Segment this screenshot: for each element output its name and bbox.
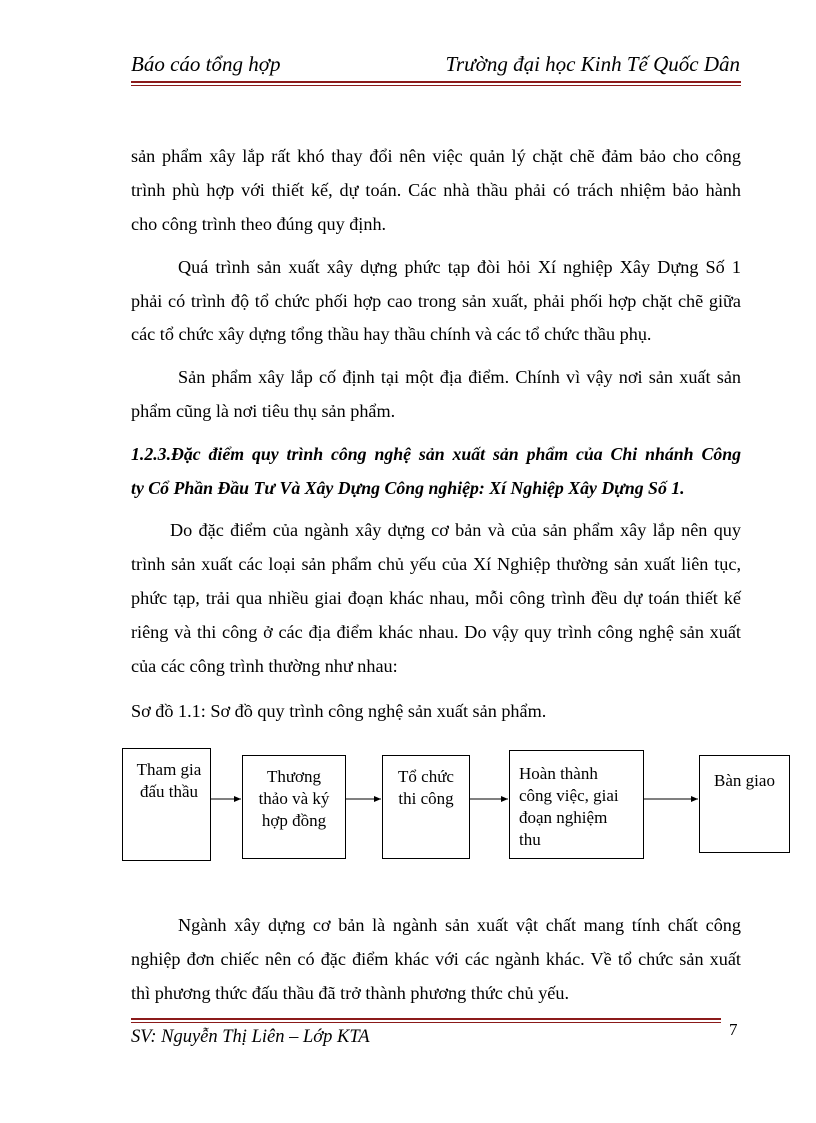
paragraph-4-line-5: của các công trình thường như nhau: [131, 656, 398, 676]
flow-step-4-line-3: đoạn nghiệm [519, 808, 608, 827]
flow-step-3 [382, 755, 470, 859]
section-heading-line-1: 1.2.3.Đặc điểm quy trình công nghệ sản xuất sản phẩm của Chi nhánh Công [131, 444, 741, 464]
flow-step-2-line-2: thảo và ký [258, 789, 330, 808]
footer-rule-top [131, 1018, 721, 1020]
page-number: 7 [729, 1020, 738, 1039]
paragraph-1-line-1: sản phẩm xây lắp rất khó thay đổi nên việc quản lý chặt chẽ đảm bảo cho công [131, 146, 741, 166]
diagram-caption: Sơ đồ 1.1: Sơ đồ quy trình công nghệ sản xuất sản phẩm. [131, 701, 547, 721]
paragraph-4-line-1: Do đặc điểm của ngành xây dựng cơ bản và của sản phẩm xây lắp nên quy [170, 520, 741, 540]
flow-step-2 [242, 755, 346, 859]
footer-rule-bottom [131, 1022, 721, 1023]
flow-step-2-line-1: Thương [266, 767, 322, 786]
paragraph-4-line-3: phức tạp, trải qua nhiều giai đoạn khác nhau, mỗi công trình đều dự toán thiết kế [131, 588, 741, 608]
paragraph-2-line-2: phải có trình độ tổ chức phối hợp cao trong sản xuất, phải phối hợp chặt chẽ giữa [131, 291, 741, 311]
flow-step-1-line-2: đấu thầu [139, 782, 199, 801]
paragraph-2-line-1: Quá trình sản xuất xây dựng phức tạp đòi hỏi Xí nghiệp Xây Dựng Số 1 [178, 257, 741, 277]
paragraph-4-line-2: trình sản xuất các loại sản phẩm chủ yếu của Xí Nghiệp thường sản xuất liên tục, [131, 554, 741, 574]
flow-step-4-line-1: Hoàn thành [519, 764, 598, 783]
header-rule-bottom [131, 85, 741, 86]
paragraph-3-line-2: phẩm cũng là nơi tiêu thụ sản phẩm. [131, 401, 396, 421]
header-right-title: Trường đại học Kinh Tế Quốc Dân [445, 52, 740, 76]
paragraph-2-line-3: các tổ chức xây dựng tổng thầu hay thầu chính và các tổ chức thầu phụ. [131, 324, 652, 344]
flow-step-5 [699, 755, 790, 853]
paragraph-3-line-1: Sản phẩm xây lắp cố định tại một địa điểm. Chính vì vậy nơi sản xuất sản [178, 367, 741, 387]
flow-step-5-line-1: Bàn giao [714, 771, 775, 790]
section-heading-line-2: ty Cổ Phần Đầu Tư Và Xây Dựng Công nghiệp: Xí Nghiệp Xây Dựng Số 1. [131, 478, 685, 498]
paragraph-1-line-3: cho công trình theo đúng quy định. [131, 214, 387, 234]
flow-step-4-line-2: công việc, giai [519, 786, 619, 805]
flow-step-1 [122, 748, 211, 861]
flow-step-3-line-1: Tổ chức [398, 767, 454, 786]
flow-step-1-line-1: Tham gia [136, 760, 202, 779]
flow-step-4-line-4: thu [519, 830, 541, 849]
paragraph-5-line-2: nghiệp đơn chiếc nên có đặc điểm khác với các ngành khác. Về tổ chức sản xuất [131, 949, 741, 969]
paragraph-5-line-1: Ngành xây dựng cơ bản là ngành sản xuất vật chất mang tính chất công [178, 915, 741, 935]
flow-step-4 [509, 750, 644, 859]
flow-step-3-line-2: thi công [398, 789, 454, 808]
header-left-title: Báo cáo tổng hợp [131, 52, 281, 76]
footer-student: SV: Nguyễn Thị Liên – Lớp KTA [131, 1027, 370, 1047]
flow-step-2-line-3: hợp đồng [261, 811, 327, 830]
paragraph-5-line-3: thì phương thức đấu thầu đã trở thành phương thức chủ yếu. [131, 983, 570, 1003]
paragraph-1-line-2: trình phù hợp với thiết kế, dự toán. Các nhà thầu phải có trách nhiệm bảo hành [131, 180, 741, 200]
paragraph-4-line-4: riêng và thi công ở các địa điểm khác nhau. Do vậy quy trình công nghệ sản xuất [131, 622, 741, 642]
header-rule-top [131, 81, 741, 83]
